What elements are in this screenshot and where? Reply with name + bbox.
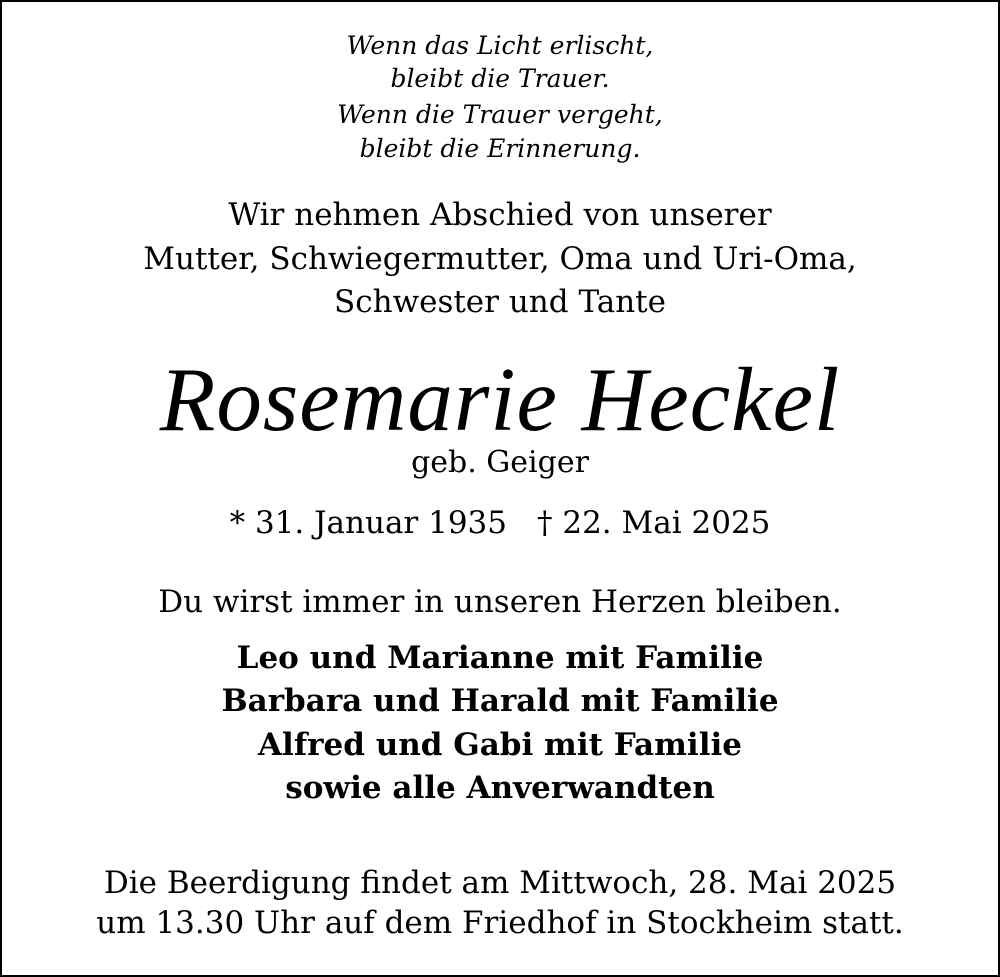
maiden-name: geb. Geiger (411, 445, 589, 480)
intro-line: Wir nehmen Abschied von unserer (228, 197, 772, 233)
death-date: † 22. Mai 2025 (537, 505, 771, 541)
funeral-line: Die Beerdigung findet am Mittwoch, 28. Mai 2025 (103, 865, 897, 901)
poem-line: bleibt die Trauer. (390, 64, 610, 93)
intro-line: Schwester und Tante (334, 284, 666, 320)
birth-date: * 31. Januar 1935 (229, 505, 507, 541)
poem-line: bleibt die Erinnerung. (359, 134, 641, 163)
poem-line: Wenn die Trauer vergeht, (337, 100, 663, 129)
poem-line: Wenn das Licht erlischt, (346, 31, 654, 60)
mourner-line: Leo und Marianne mit Familie (236, 640, 764, 676)
mourner-line: Barbara und Harald mit Familie (221, 683, 779, 719)
mourner-line: Alfred und Gabi mit Familie (258, 727, 742, 763)
funeral-line: um 13.30 Uhr auf dem Friedhof in Stockheim statt. (96, 905, 904, 941)
life-dates (2, 505, 998, 541)
motto: Du wirst immer in unseren Herzen bleiben. (158, 584, 842, 620)
intro-line: Mutter, Schwiegermutter, Oma und Uri-Oma, (143, 241, 857, 277)
mourner-line: sowie alle Anverwandten (285, 770, 715, 806)
deceased-name: Rosemarie Heckel (159, 349, 841, 450)
